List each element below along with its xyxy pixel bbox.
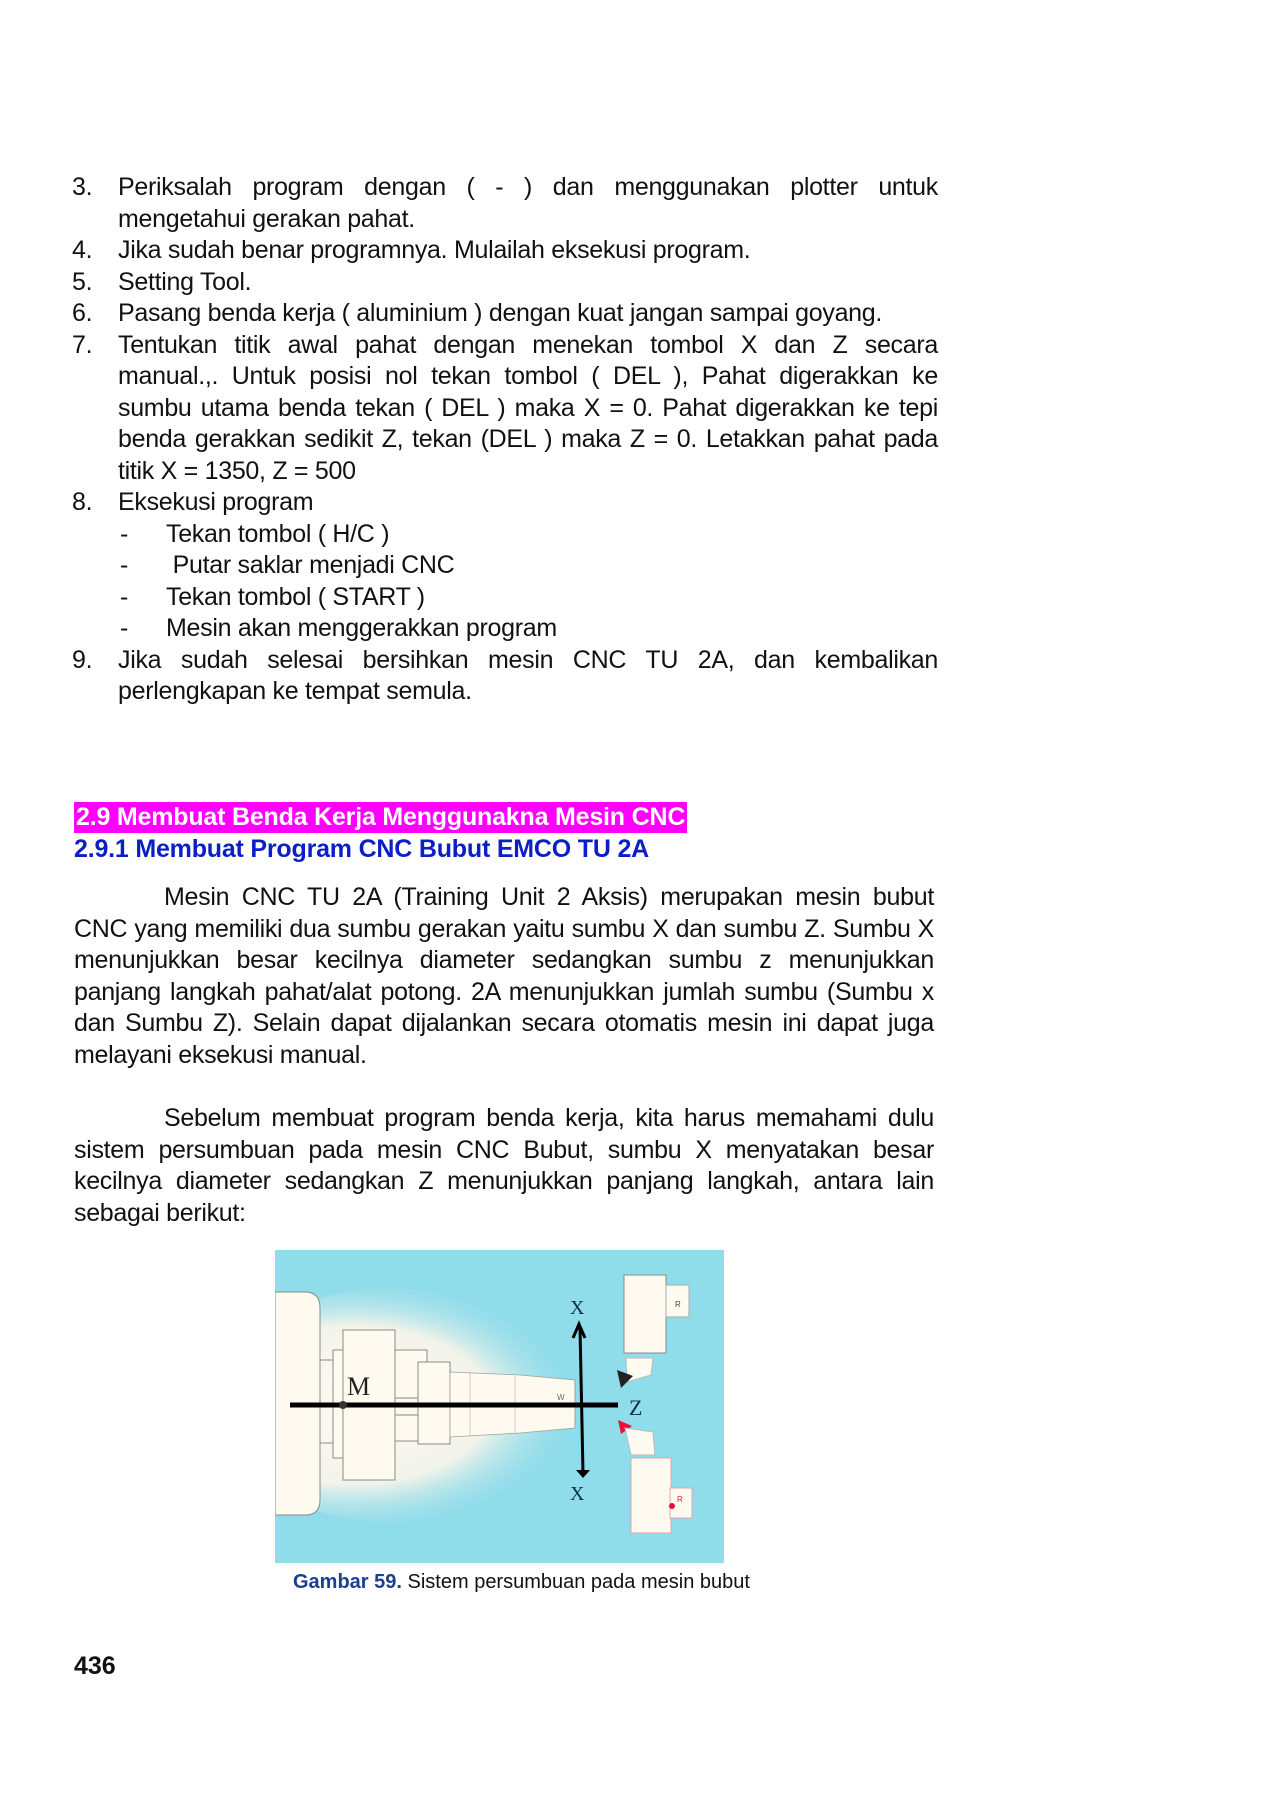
svg-text:R: R: [677, 1495, 683, 1504]
section-heading: 2.9 Membuat Benda Kerja Menggunakna Mesin CNC: [76, 803, 686, 831]
step-item: [72, 330, 938, 488]
dash-bullet: -: [120, 614, 129, 642]
page-number: 436: [74, 1652, 116, 1680]
substep-text: Putar saklar menjadi CNC: [166, 551, 455, 579]
step-text: Jika sudah benar programnya. Mulailah eksekusi program.: [118, 236, 751, 264]
step-number: 9.: [72, 645, 93, 674]
step-text: Setting Tool.: [118, 267, 252, 296]
svg-text:R: R: [675, 1300, 681, 1309]
step-number: 3.: [72, 173, 93, 201]
paragraph-text: Sebelum membuat program benda kerja, kita harus memahami dulu sistem persumbuan pada mesin CNC Bubut, sumbu X menyatakan besar kecilnya diameter sedangkan Z menunjukkan panjang langkah, antara lain sebagai berikut:: [74, 1104, 934, 1227]
step-item: [72, 235, 938, 267]
procedure-steps-list: [72, 172, 938, 708]
substep-item: [118, 519, 938, 551]
step-item: [72, 172, 938, 235]
body-paragraph: [74, 1103, 934, 1229]
body-paragraph: [74, 882, 934, 1071]
figure-caption-label: Gambar 59.: [293, 1571, 402, 1593]
step-number: 6.: [72, 299, 93, 327]
substep-item: [118, 582, 938, 614]
workpiece-zero-label: W: [557, 1393, 565, 1402]
dash-bullet: -: [120, 519, 129, 548]
step-item: [72, 267, 938, 299]
substep-text: Tekan tombol ( START ): [166, 582, 425, 611]
dash-bullet: -: [120, 582, 129, 611]
substep-text: Mesin akan menggerakkan program: [166, 614, 557, 642]
figure-caption: [293, 1570, 750, 1594]
lathe-axis-diagram: [275, 1250, 724, 1563]
step-text: Jika sudah selesai bersihkan mesin CNC TU 2A, dan kembalikan perlengkapan ke tempat semula.: [118, 645, 938, 705]
figure-caption-text: Sistem persumbuan pada mesin bubut: [401, 1571, 750, 1593]
paragraph-text: Mesin CNC TU 2A (Training Unit 2 Aksis) merupakan mesin bubut CNC yang memiliki dua sumbu gerakan yaitu sumbu X dan sumbu Z. Sumbu X menunjukkan besar kecilnya diameter sedangkan sumbu z menunjukkan panjang langkah pahat/alat potong. 2A menunjukkan jumlah sumbu (Sumbu x dan Sumbu Z). Selain dapat dijalankan secara otomatis mesin ini dapat juga melayani eksekusi manual.: [74, 883, 934, 1069]
machine-zero-point: [339, 1401, 347, 1409]
step-text: Tentukan titik awal pahat dengan menekan tombol X dan Z secara manual.,. Untuk posisi nol tekan tombol ( DEL ), Pahat digerakkan ke sumbu utama benda tekan ( DEL ) maka X = 0. Pahat digerakkan ke tepi benda gerakkan sedikit Z, tekan (DEL ) maka Z = 0. Letakkan pahat pada titik X = 1350, Z = 500: [118, 330, 938, 485]
step-text: Pasang benda kerja ( aluminium ) dengan kuat jangan sampai goyang.: [118, 299, 883, 327]
step-text: Periksalah program dengan ( - ) dan menggunakan plotter untuk mengetahui gerakan pahat.: [118, 173, 938, 233]
dash-bullet: -: [120, 551, 129, 579]
z-axis-label: Z: [629, 1395, 643, 1420]
step-item: [72, 298, 938, 330]
substep-item: [118, 550, 938, 582]
step-item: [72, 487, 938, 519]
execution-substeps-list: [118, 519, 938, 645]
step-item: [72, 645, 938, 708]
step-number: 8.: [72, 488, 93, 516]
substep-item: [118, 613, 938, 645]
step-number: 4.: [72, 236, 93, 264]
subsection-heading: 2.9.1 Membuat Program CNC Bubut EMCO TU 2A: [74, 835, 649, 863]
substep-text: Tekan tombol ( H/C ): [166, 519, 390, 548]
step-text: Eksekusi program: [118, 488, 314, 516]
step-number: 7.: [72, 330, 93, 359]
step-number: 5.: [72, 267, 93, 296]
machine-zero-label: M: [347, 1372, 371, 1401]
x-axis-label-bottom: X: [570, 1483, 585, 1505]
x-axis-label-top: X: [570, 1297, 585, 1319]
